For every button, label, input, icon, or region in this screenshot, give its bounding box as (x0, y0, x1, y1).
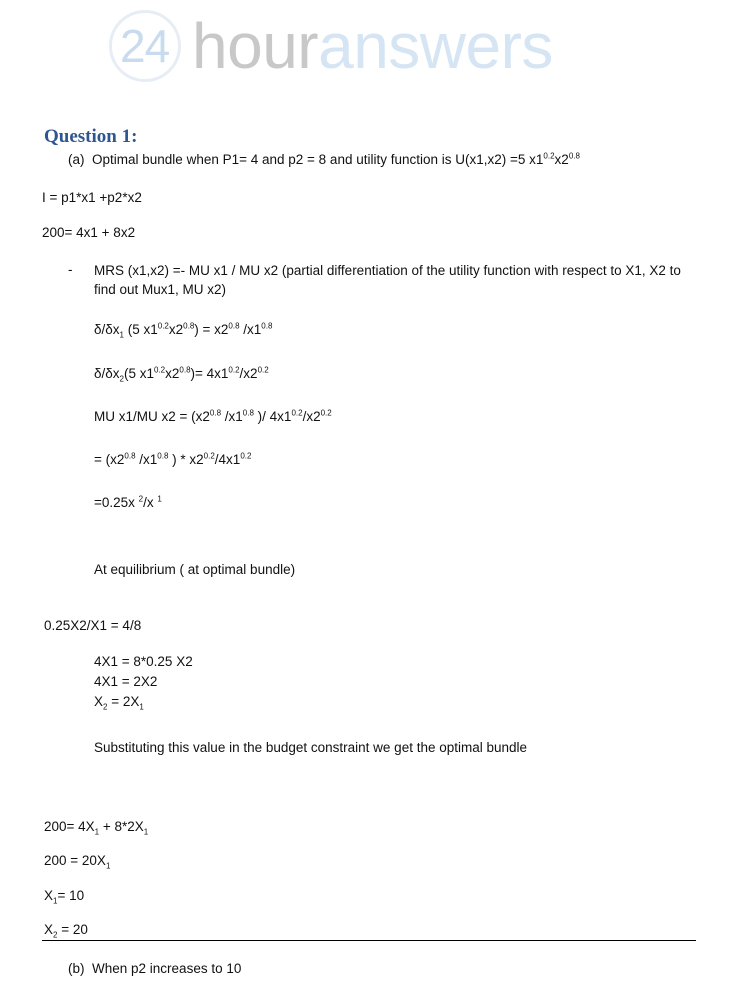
eq-part: /x1 (135, 452, 158, 467)
exponent: 0.2 (240, 451, 252, 461)
part-a-line (68, 151, 580, 169)
eq-part: )/ 4x1 (253, 409, 292, 424)
subscript: 1 (119, 330, 124, 340)
eq-part: (5 x1 (123, 322, 158, 337)
exponent: 0.8 (242, 408, 254, 418)
question-heading: Question 1: (44, 126, 138, 147)
exponent: 0.8 (568, 151, 580, 161)
budget-line-2: 200= 4x1 + 8x2 (42, 225, 136, 240)
result-line-1 (44, 818, 148, 836)
eq-part: ) * x2 (168, 452, 204, 467)
solve-step-2: 4X1 = 2X2 (94, 674, 158, 689)
exponent: 2 (138, 494, 144, 504)
eq-part: /x2 (302, 409, 321, 424)
eq-part: + 8*2X (99, 819, 144, 834)
part-b-text: When p2 increases to 10 (92, 961, 242, 976)
exponent: 0.2 (291, 408, 303, 418)
eq-part: /x2 (239, 366, 258, 381)
eq-part: ) = x2 (194, 322, 229, 337)
subscript: 1 (143, 827, 149, 837)
logo (106, 8, 606, 82)
subscript: 2 (53, 930, 58, 940)
result-line-4 (44, 921, 88, 939)
exponent: 0.8 (209, 408, 222, 418)
bullet-dash: - (68, 262, 73, 277)
exponent: 0.2 (543, 151, 555, 161)
mu-step-2 (94, 451, 251, 469)
eq-part: /x (143, 495, 158, 510)
exponent: 0.8 (157, 451, 169, 461)
eq-part: /x1 (221, 409, 243, 424)
logo-word-hour: hour (192, 10, 319, 82)
equilibrium-condition: 0.25X2/X1 = 4/8 (44, 618, 142, 633)
substitution-text: Substituting this value in the budget constraint we get the optimal bundle (94, 740, 528, 755)
mrs-text: MRS (x1,x2) =- MU x1 / MU x2 (partial differentiation of the utility function with respect to X1, X2 to find out Mux1, MU x2) (94, 263, 681, 297)
eq-part: = 10 (57, 888, 85, 903)
eq-part: δ/δx (94, 322, 120, 337)
exponent: 0.2 (320, 408, 332, 418)
solve-step-3 (94, 693, 144, 711)
exponent: 0.8 (228, 321, 240, 331)
part-b-line (68, 960, 241, 978)
subscript: 1 (139, 702, 144, 712)
subscript: 1 (105, 861, 111, 871)
subscript: 2 (119, 374, 124, 384)
eq-part: (5 x1 (123, 366, 154, 381)
eq-part: MU x1/MU x2 = (x2 (94, 409, 210, 424)
logo-word-answers: answers (318, 10, 553, 82)
part-b-label: (b) (68, 961, 85, 976)
exponent: 0.8 (124, 451, 136, 461)
eq-part: X (44, 888, 54, 903)
subscript: 1 (53, 896, 58, 906)
equilibrium-text: At equilibrium ( at optimal bundle) (94, 562, 296, 577)
exponent: 0.2 (257, 365, 269, 375)
eq-part: x2 (165, 366, 180, 381)
exponent: 0.2 (203, 451, 215, 461)
mu-ratio (94, 408, 332, 426)
part-a-text: Optimal bundle when P1= 4 and p2 = 8 and utility function is U(x1,x2) =5 x1 (92, 152, 544, 167)
eq-part: 200= 4X (44, 819, 95, 834)
eq-part: = 20 (57, 922, 88, 937)
part-a-mid: x2 (554, 152, 569, 167)
exponent: 0.2 (228, 365, 240, 375)
eq-part: x2 (168, 322, 184, 337)
eq-part: 200 = 20X (44, 853, 106, 868)
exponent: 0.8 (183, 321, 195, 331)
budget-line-1: I = p1*x1 +p2*x2 (42, 190, 142, 205)
derivative-2 (94, 365, 269, 383)
eq-part: = 2X (107, 694, 140, 709)
eq-part: /4x1 (214, 452, 241, 467)
eq-part: )= 4x1 (190, 366, 229, 381)
exponent: 0.8 (179, 365, 191, 375)
exponent: 0.8 (261, 321, 273, 331)
subscript: 2 (103, 702, 108, 712)
subscript: 1 (94, 827, 100, 837)
logo-number: 24 (120, 20, 170, 72)
result-line-3 (44, 887, 84, 905)
eq-part: X (94, 694, 104, 709)
eq-part: /x1 (239, 322, 262, 337)
exponent: 1 (157, 494, 162, 504)
eq-part: = (x2 (94, 452, 125, 467)
result-line-2 (44, 852, 110, 870)
mu-step-3 (94, 494, 162, 512)
eq-part: X (44, 922, 54, 937)
logo-wordmark (192, 8, 553, 84)
eq-part: =0.25x (94, 495, 139, 510)
eq-part: δ/δx (94, 366, 120, 381)
exponent: 0.2 (157, 321, 169, 331)
horizontal-rule (42, 940, 696, 941)
part-a-label: (a) (68, 152, 85, 167)
exponent: 0.2 (154, 365, 166, 375)
derivative-1 (94, 321, 272, 339)
solve-step-1: 4X1 = 8*0.25 X2 (94, 654, 193, 669)
